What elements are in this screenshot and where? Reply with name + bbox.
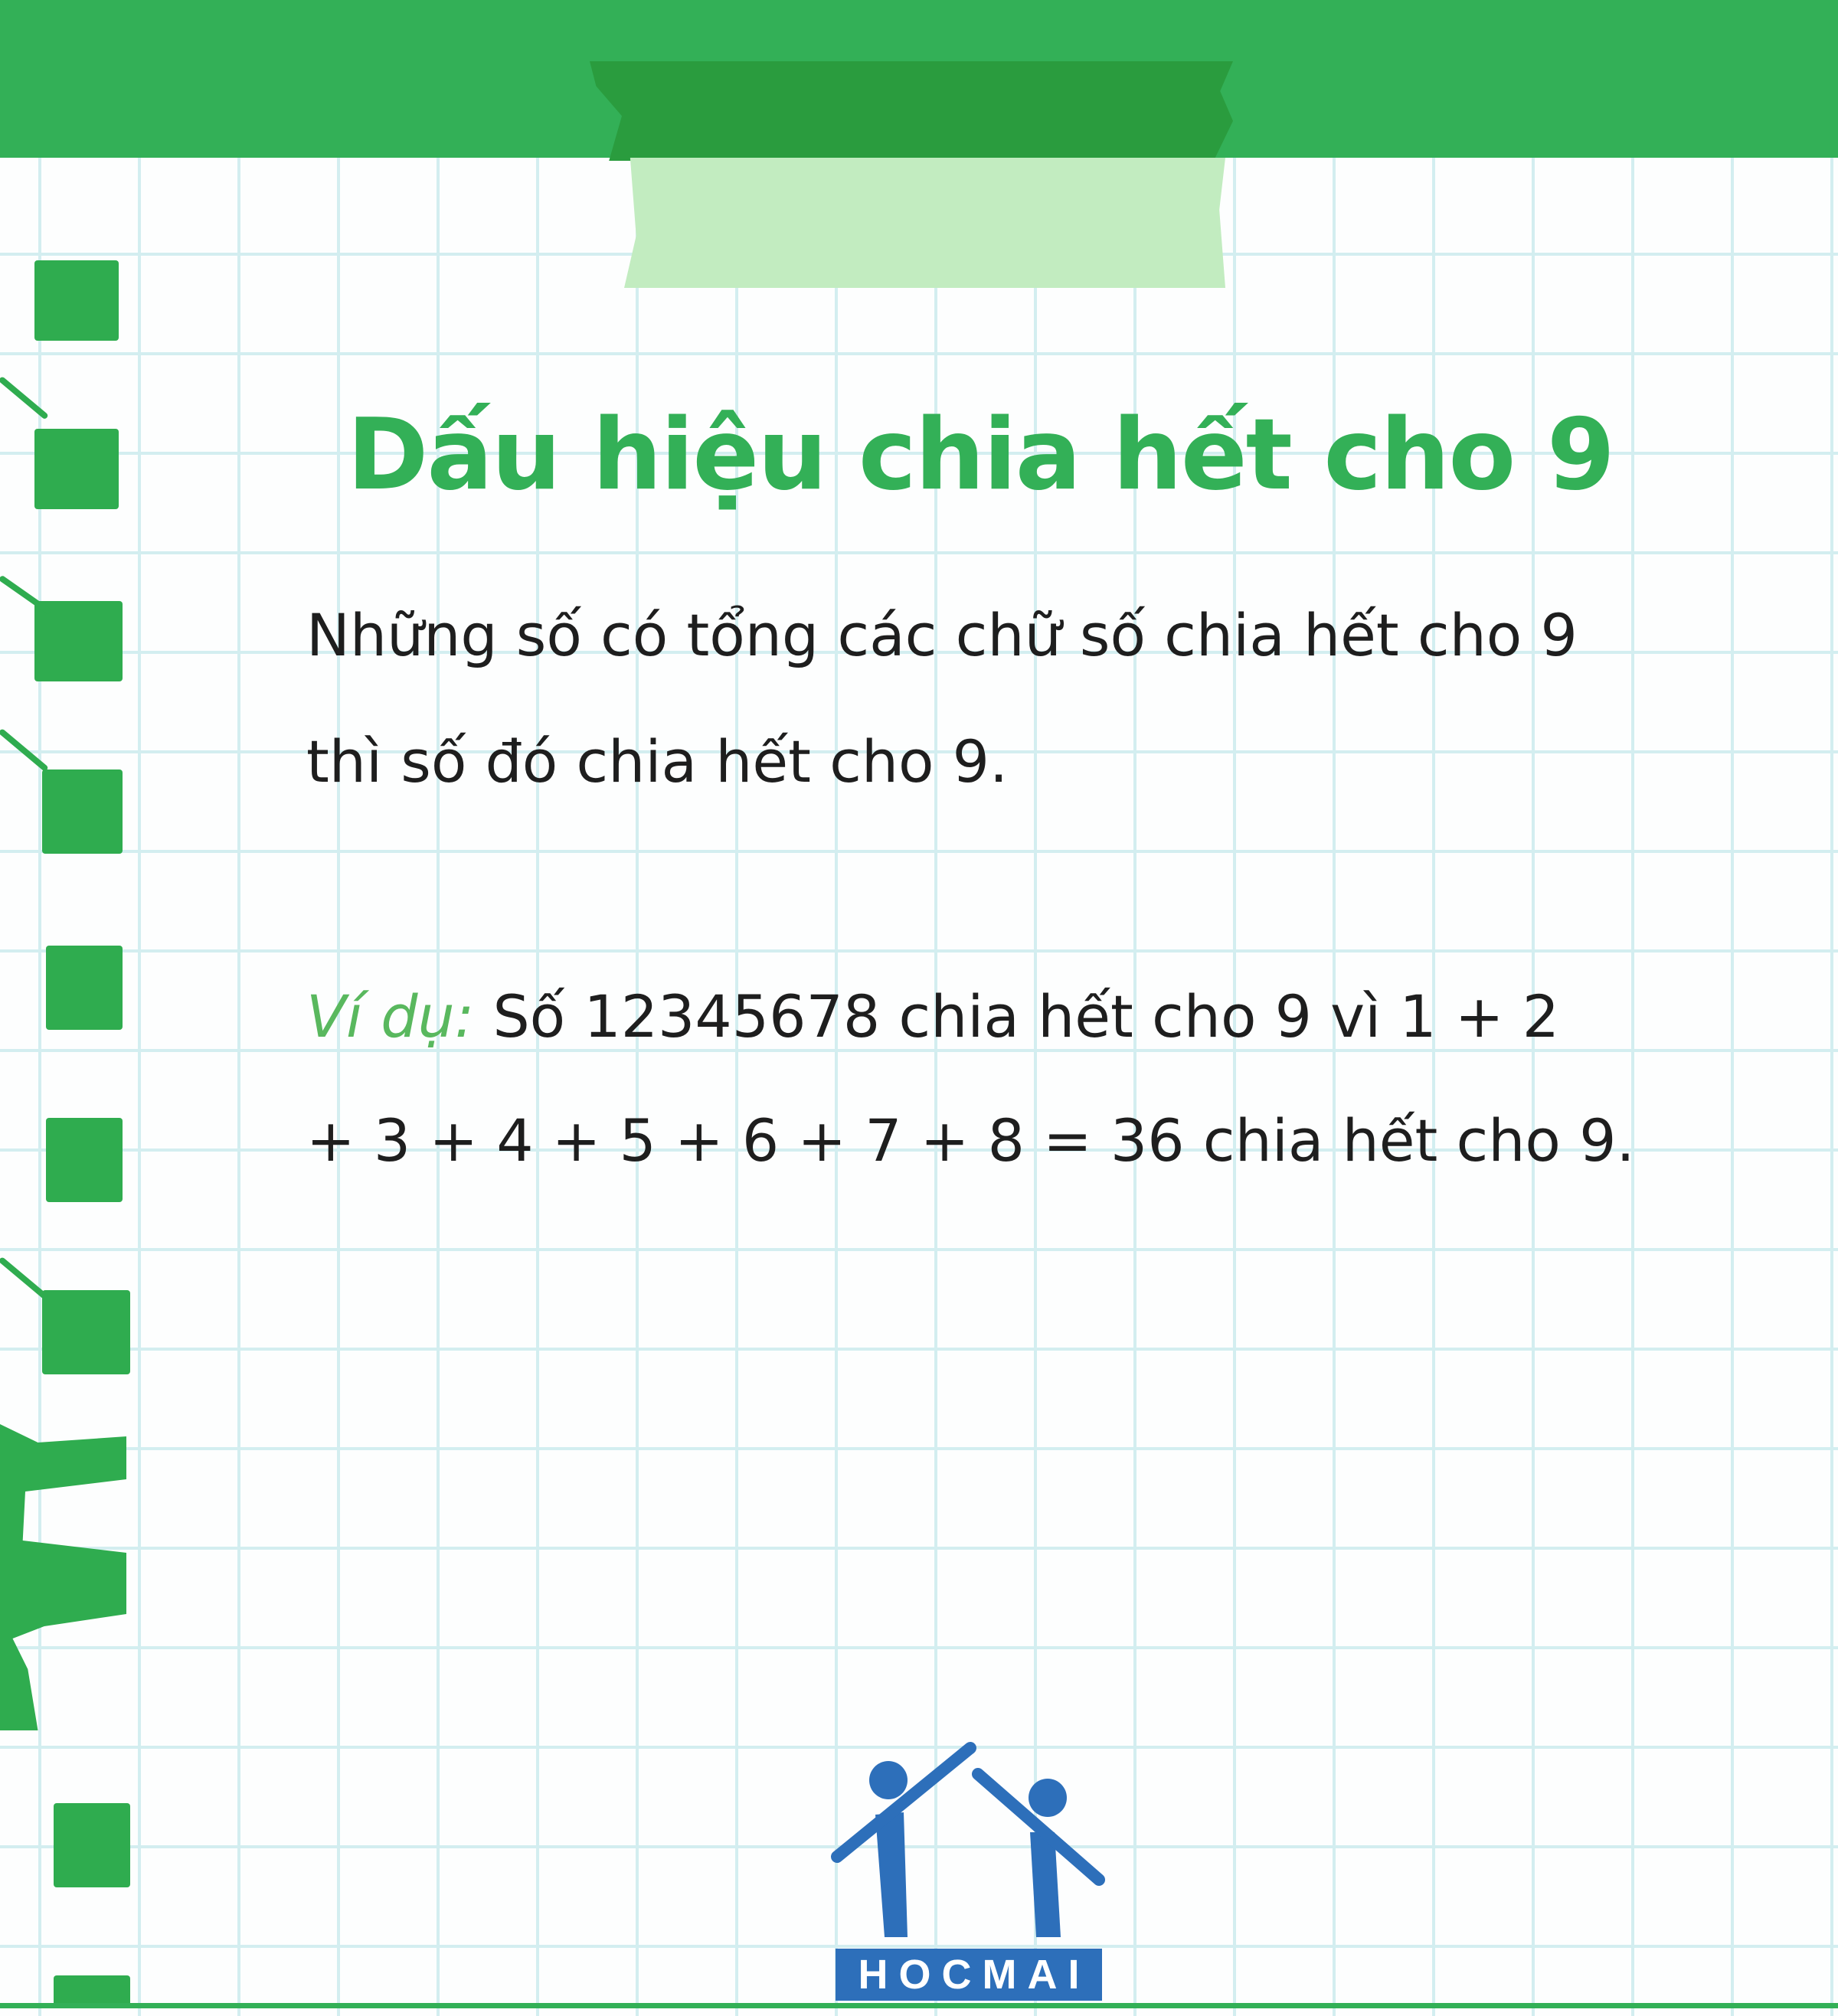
example-line-1 [306, 979, 1559, 1055]
binding-tab [46, 1118, 123, 1202]
binding-tab [46, 946, 123, 1030]
tape-strip-dark [590, 61, 1233, 161]
hocmai-logo [831, 1742, 1107, 2006]
example-text: Số 12345678 chia hết cho 9 vì 1 + 2 [474, 982, 1560, 1050]
page-title: Dấu hiệu chia hết cho 9 [347, 398, 1614, 512]
example-label: Ví dụ: [306, 982, 475, 1050]
binding-tab [34, 260, 119, 341]
rule-text-line-2: thì số đó chia hết cho 9. [306, 727, 1009, 796]
bottom-green-line [0, 2003, 1838, 2008]
binding-tab [42, 1290, 130, 1374]
rule-text-line-1: Những số có tổng các chữ số chia hết cho 9 [306, 601, 1578, 669]
binding-tab [54, 1975, 130, 2006]
hocmai-logo-text: HOCMAI [836, 1949, 1102, 2001]
hocmai-logo-figures-icon [831, 1742, 1107, 1945]
binding-tab [54, 1803, 130, 1887]
tape-strip-light [624, 158, 1225, 288]
example-line-2: + 3 + 4 + 5 + 6 + 7 + 8 = 36 chia hết cho 9. [306, 1106, 1635, 1175]
binding-tab [42, 769, 123, 854]
